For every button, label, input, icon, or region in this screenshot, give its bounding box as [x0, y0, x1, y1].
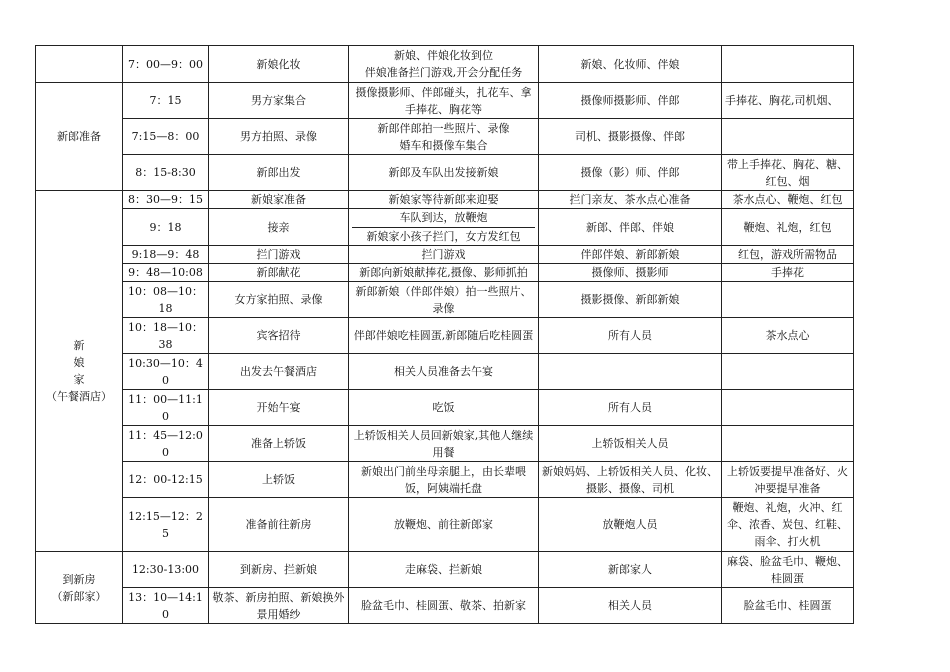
content-cell: 上轿饭相关人员回新娘家,其他人继续用餐 — [349, 426, 539, 462]
content-cell: 伴郎伴娘吃桂圆蛋,新郎随后吃桂圆蛋 — [349, 318, 539, 354]
table-row — [36, 588, 854, 624]
time-cell: 13：10—14:10 — [123, 588, 209, 624]
section-cell-new-home — [36, 552, 123, 624]
table-row — [36, 264, 854, 282]
content-line: 伴娘准备拦门游戏,开会分配任务 — [364, 66, 523, 79]
items-cell: 茶水点心、鞭炮、红包 — [722, 191, 854, 209]
time-cell: 10：08—10：18 — [123, 282, 209, 318]
item-cell: 新郎献花 — [209, 264, 349, 282]
people-cell: 相关人员 — [539, 588, 722, 624]
content-cell: 脸盆毛巾、桂圆蛋、敬茶、拍新家 — [349, 588, 539, 624]
content-cell: 摄像摄影师、伴郎碰头，扎花车、拿手捧花、胸花等 — [349, 83, 539, 119]
time-cell: 7：15 — [123, 83, 209, 119]
item-cell: 到新房、拦新娘 — [209, 552, 349, 588]
item-cell: 女方家拍照、录像 — [209, 282, 349, 318]
time-cell: 12:30-13:00 — [123, 552, 209, 588]
table-row — [36, 83, 854, 119]
time-cell: 11：45—12:00 — [123, 426, 209, 462]
people-cell: 摄影摄像、新郎新娘 — [539, 282, 722, 318]
items-cell: 手捧花 — [722, 264, 854, 282]
content-cell: 新郎及车队出发接新娘 — [349, 155, 539, 191]
table-row — [36, 498, 854, 552]
items-cell — [722, 354, 854, 390]
content-cell: 新娘出门前坐母亲腿上，由长辈喂饭，阿姨端托盘 — [349, 462, 539, 498]
item-cell: 敬茶、新房拍照、新娘换外景用婚纱 — [209, 588, 349, 624]
time-cell: 10:30—10：40 — [123, 354, 209, 390]
item-cell: 准备前往新房 — [209, 498, 349, 552]
people-cell: 放鞭炮人员 — [539, 498, 722, 552]
people-cell: 新郎家人 — [539, 552, 722, 588]
content-cell: 新郎向新娘献捧花,摄像、影师抓拍 — [349, 264, 539, 282]
content-cell: 拦门游戏 — [349, 246, 539, 264]
content-subcell: 新娘家小孩子拦门，女方发红包 — [352, 227, 535, 246]
time-cell: 12:15—12：25 — [123, 498, 209, 552]
table-row — [36, 119, 854, 155]
schedule-table — [35, 45, 854, 624]
content-cell: 吃饭 — [349, 390, 539, 426]
people-cell: 新娘、化妆师、伴娘 — [539, 46, 722, 83]
section-line: 新 — [73, 339, 85, 352]
people-cell: 拦门亲友、茶水点心准备 — [539, 191, 722, 209]
section-line: （午餐酒店） — [46, 390, 112, 403]
item-cell: 上轿饭 — [209, 462, 349, 498]
items-cell: 鞭炮、礼炮，火冲、红伞、浓香、炭包、红鞋、雨伞、打火机 — [722, 498, 854, 552]
content-line: 新郎伴郎拍一些照片、录像 — [377, 121, 510, 135]
section-line: （新郎家） — [51, 589, 107, 603]
table-row — [36, 246, 854, 264]
items-cell — [722, 46, 854, 83]
table-row — [36, 191, 854, 209]
people-cell: 摄像师摄影师、伴郎 — [539, 83, 722, 119]
table-row — [36, 46, 854, 83]
people-cell: 所有人员 — [539, 318, 722, 354]
people-cell: 新娘妈妈、上轿饭相关人员、化妆、摄影、摄像、司机 — [539, 462, 722, 498]
table-row — [36, 390, 854, 426]
people-cell: 所有人员 — [539, 390, 722, 426]
section-cell-groom-prep: 新郎准备 — [36, 83, 123, 191]
content-cell: 走麻袋、拦新娘 — [349, 552, 539, 588]
section-line: 到新房 — [62, 572, 96, 586]
items-cell: 上轿饭要提早准备好、火冲要提早准备 — [722, 462, 854, 498]
items-cell: 手捧花、胸花,司机烟、 — [722, 83, 854, 119]
time-cell: 12：00-12:15 — [123, 462, 209, 498]
content-cell: 相关人员准备去午宴 — [349, 354, 539, 390]
items-cell — [722, 119, 854, 155]
item-cell: 男方家集合 — [209, 83, 349, 119]
section-line: 娘 — [73, 356, 85, 369]
time-cell: 7：00—9：00 — [123, 46, 209, 83]
content-line: 新娘、伴娘化妆到位 — [394, 49, 493, 62]
table-row — [36, 426, 854, 462]
people-cell: 司机、摄影摄像、伴郎 — [539, 119, 722, 155]
item-cell: 宾客招待 — [209, 318, 349, 354]
people-cell: 摄像（影）师、伴郎 — [539, 155, 722, 191]
item-cell: 准备上轿饭 — [209, 426, 349, 462]
time-cell: 8：15-8:30 — [123, 155, 209, 191]
section-line: 家 — [73, 373, 85, 386]
items-cell: 鞭炮、礼炮，红包 — [722, 209, 854, 246]
items-cell: 红包，游戏所需物品 — [722, 246, 854, 264]
table-row — [36, 282, 854, 318]
time-cell: 10：18—10：38 — [123, 318, 209, 354]
table-row — [36, 552, 854, 588]
people-cell: 伴郎伴娘、新郎新娘 — [539, 246, 722, 264]
time-cell: 9：18 — [123, 209, 209, 246]
item-cell: 开始午宴 — [209, 390, 349, 426]
table-row — [36, 209, 854, 246]
items-cell: 带上手捧花、胸花、糖、红包、烟 — [722, 155, 854, 191]
time-cell: 8：30—9：15 — [123, 191, 209, 209]
items-cell: 茶水点心 — [722, 318, 854, 354]
item-cell: 男方拍照、录像 — [209, 119, 349, 155]
items-cell — [722, 390, 854, 426]
people-cell: 新郎、伴郎、伴娘 — [539, 209, 722, 246]
item-cell: 新娘家准备 — [209, 191, 349, 209]
items-cell: 脸盆毛巾、桂圆蛋 — [722, 588, 854, 624]
time-cell: 9:18—9：48 — [123, 246, 209, 264]
content-cell: 新郎新娘（伴郎伴娘）拍一些照片、录像 — [349, 282, 539, 318]
item-cell: 出发去午餐酒店 — [209, 354, 349, 390]
section-cell-bride-home — [36, 191, 123, 552]
item-cell: 新娘化妆 — [209, 46, 349, 83]
item-cell: 拦门游戏 — [209, 246, 349, 264]
item-cell: 新郎出发 — [209, 155, 349, 191]
table-row — [36, 462, 854, 498]
time-cell: 7:15—8：00 — [123, 119, 209, 155]
content-cell — [349, 46, 539, 83]
item-cell: 接亲 — [209, 209, 349, 246]
section-cell — [36, 46, 123, 83]
people-cell: 摄像师、摄影师 — [539, 264, 722, 282]
items-cell: 麻袋、脸盆毛巾、鞭炮、桂圆蛋 — [722, 552, 854, 588]
content-cell-split — [349, 209, 539, 246]
table-row — [36, 354, 854, 390]
table-row — [36, 155, 854, 191]
content-cell: 新娘家等待新郎来迎娶 — [349, 191, 539, 209]
items-cell — [722, 426, 854, 462]
time-cell: 11：00—11:10 — [123, 390, 209, 426]
time-cell: 9：48—10:08 — [123, 264, 209, 282]
items-cell — [722, 282, 854, 318]
people-cell: 上轿饭相关人员 — [539, 426, 722, 462]
content-subcell: 车队到达，放鞭炮 — [399, 211, 488, 225]
content-cell: 放鞭炮、前往新郎家 — [349, 498, 539, 552]
content-cell — [349, 119, 539, 155]
people-cell — [539, 354, 722, 390]
table-row — [36, 318, 854, 354]
content-line: 婚车和摄像车集合 — [399, 138, 488, 152]
